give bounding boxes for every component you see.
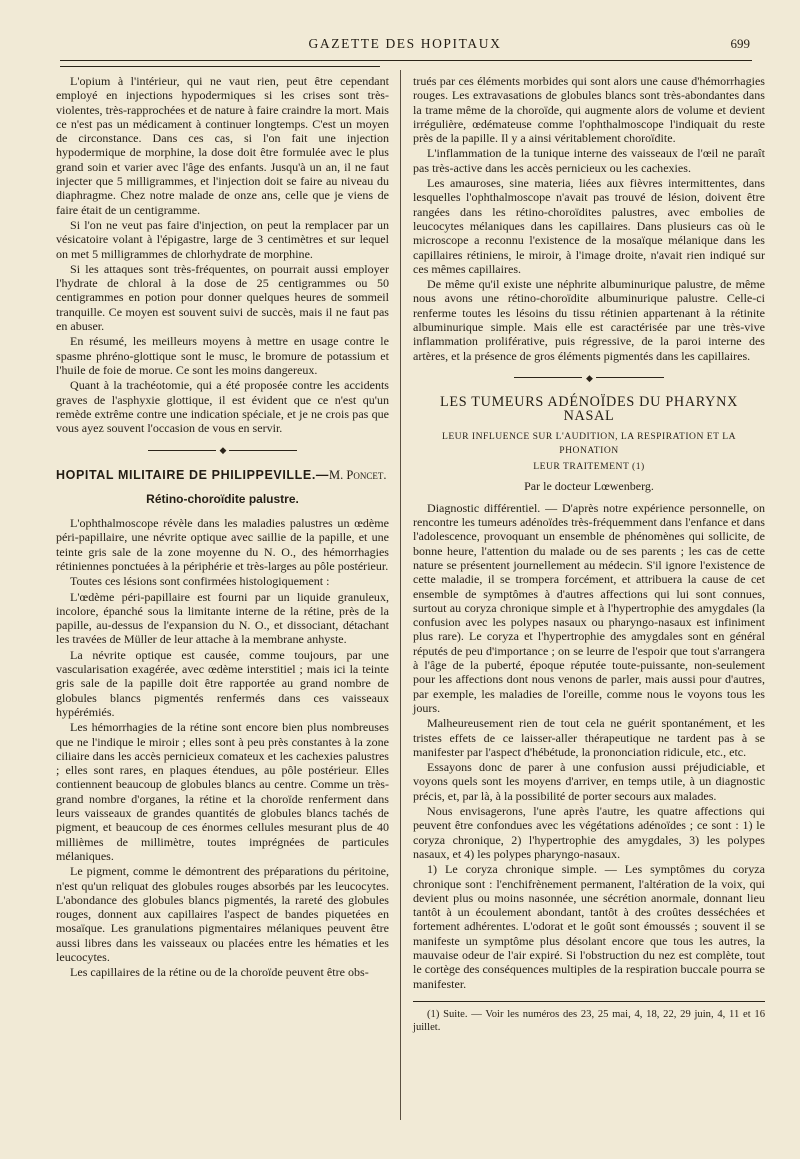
footnote-rule bbox=[413, 1001, 765, 1002]
article-subtitle: LEUR INFLUENCE SUR L'AUDITION, LA RESPIRATION ET LA PHONATION bbox=[441, 430, 737, 456]
paragraph: En résumé, les meilleurs moyens à mettre en usage contre le spasme phréno-glottique sont le musc, le bromure de potassium et l'huile de foie de morue. Ce sont les moins dangereux. bbox=[56, 334, 389, 377]
page-header bbox=[60, 36, 750, 56]
paragraph: Si l'on ne veut pas faire d'injection, on peut la remplacer par un vésicatoire volant à l'épigastre, large de 3 centimètres et sur lequel on met 5 milligrammes de chlorhydrate de morphine. bbox=[56, 217, 389, 261]
footnote: (1) Suite. — Voir les numéros des 23, 25 mai, 4, 18, 22, 29 juin, 4, 11 et 16 juillet. bbox=[413, 1008, 765, 1034]
paragraph: trués par ces éléments morbides qui sont alors une cause d'hémorrhagies rouges. Les extravasations de globules blancs sont très-abondantes dans la trame même de la choroïde, qui augmente alors de volume et devient irrégulière, œdémateuse comme l'ophthalmoscope l'indiquait du reste près de la papille. Il y a ainsi véritablement choroïdite. bbox=[413, 74, 765, 146]
paragraph: Les hémorrhagies de la rétine sont encore bien plus nombreuses que ne l'indique le miroir ; elles sont à peu près constantes à la zone ciliaire dans les accès pernicieux comateux et les cachexies palustres ; elles sont rares, en plaques étendues, au pôle postérieur. Elles contiennent beaucoup de globules blancs au centre. Comme un très-grand nombre d'organes, la rétine et la choroïde renferment dans leurs vaisseaux de grandes quantités de globules blancs tachés de pigment, et beaucoup de ces énormes cellules mesurant plus de 40 millièmes de millimètre, toutes imprégnées de particules mélaniques. bbox=[56, 720, 389, 863]
paragraph: Les amauroses, sine materia, liées aux fièvres intermittentes, dans lesquelles l'ophthalmoscope n'avait pas trouvé de lésion, doivent être rangées dans les rétino-choroïdites palustres, avec embolies de leucocytes mélaniques dans les capillaires. Dans plusieurs cas où le microscope a reconnu l'existence de la mosaïque mélanique dans les capillaires rétiniens, le miroir, à l'image droite, n'avait rien indiqué sur ces mêmes capillaires. bbox=[413, 176, 765, 276]
section-separator: ◆ bbox=[56, 442, 389, 457]
paragraph: De même qu'il existe une néphrite albuminurique palustre, de même nous avons une rétino-choroïdite albuminurique palustre. Celle-ci renferme toutes les lésoins du tissu rétinien appartenant à la rétinite albuminurique simple. Mais elle est caractérisée par une très-vive inflammation proliférative, puis régressive, de la paroi interne des artères, et la présence de gros éléments pigmentés dans les capillaires. bbox=[413, 277, 765, 363]
page-number: 699 bbox=[730, 36, 750, 51]
section-separator: ◆ bbox=[413, 370, 765, 385]
paragraph: Quant à la trachéotomie, qui a été proposée contre les accidents graves de l'asphyxie glottique, il est évident que ce n'est qu'un remède extrême contre une indication spéciale, et je ne crois pas que vous ayez souvent l'occasion de vous en servir. bbox=[56, 378, 389, 436]
paragraph: Malheureusement rien de tout cela ne guérit spontanément, et les tristes effets de ce laisser-aller thérapeutique ne tardent pas à se manifester par l'aspect d'hébétude, la prononciation ridicule, etc., etc. bbox=[413, 716, 765, 759]
paragraph: Les capillaires de la rétine ou de la choroïde peuvent être obs- bbox=[70, 965, 369, 980]
article-title: LES TUMEURS ADÉNOÏDES DU PHARYNX NASAL bbox=[439, 394, 739, 425]
article-byline: Par le docteur Lœwenberg. bbox=[524, 478, 654, 493]
paragraph: Nous envisagerons, l'une après l'autre, les quatre affections qui peuvent être confondues avec les végétations adénoïdes ; ce sont : 1) le coryza chronique, 2) l'hypertrophie des amygdales, 3) les polypes nasaux, et 4) les polypes pharyngo-nasaux. bbox=[413, 804, 765, 861]
article-heading bbox=[56, 468, 389, 482]
paragraph: Le pigment, comme le démontrent des préparations du péritoine, n'est qu'un reliquat des globules rouges absorbés par les leucocytes. L'abondance des globules blancs pigmentés, la rareté des globules rouges, donnent aux capillaires l'aspect de bandes piquetées en mosaïque. Les granulations pigmentaires mélaniques peuvent être aussi libres dans les vaisseaux ou placées entre les hématies et les leucocytes. bbox=[56, 864, 389, 964]
article-subtitle-2: LEUR TRAITEMENT (1) bbox=[533, 461, 645, 473]
paragraph: Essayons donc de parer à une confusion aussi préjudiciable, et voyons quels sont les moyens d'arriver, en temps utile, à un diagnostic précis, et, par là, à la possibilité de porter secours aux malades. bbox=[413, 760, 765, 803]
paragraph: L'œdème péri-papillaire est fourni par un liquide granuleux, incolore, épanché sous la limitante interne de la rétine, près de la papille, au-dessus de l'expansion du N. O., et dissociant, détachant les travées de Müller de leur attache à la membrane anhyste. bbox=[56, 589, 389, 647]
right-column bbox=[413, 74, 765, 1036]
paragraph: L'opium à l'intérieur, qui ne vaut rien, peut être cependant employé en injections hypodermiques si les crises sont très-violentes, très-rapprochées et de nature à faire craindre la mort. Mais ce n'est pas un médicament à continuer longtemps. C'est un moyen de circonstance. Dans ces cas, si l'on fait une injection hypodermique de morphine, la dose doit être formulée avec le plus grand soin et varier avec l'âge des enfants. Jusqu'à un an, il ne faut injecter que 5 milligrammes, et l'injection doit se faire au niveau du diaphragme. Chez notre malade de onze ans, celle que je viens de faire était de un centigramme. bbox=[56, 74, 389, 217]
paragraph: Si les attaques sont très-fréquentes, on pourrait aussi employer l'hydrate de chloral à la dose de 25 centigrammes ou 50 centigrammes en potion pour donner quelques heures de sommeil tranquille. Ce moyen est souvent suivi de succès, mais il ne faut pas en abuser. bbox=[56, 261, 389, 334]
heading-author: M. Poncet. bbox=[329, 467, 387, 482]
header-rule bbox=[60, 60, 752, 61]
paragraph: 1) Le coryza chronique simple. — Les symptômes du coryza chronique sont : l'enchifrènement permanent, l'altération de la voix, qui devient plus ou moins nasonnée, une sécrétion anormale, donnant lieu tantôt à un écoulement abondant, tantôt à des croûtes desséchées et fortement adhérentes. L'odorat et le goût sont émoussés ; souvent il se manifeste un symptôme plus désolant encore que tous les autres, la mauvaise odeur de l'air expiré. Si l'obstruction du nez est complète, tout le cortège des conséquences multiples de la respiration buccale pourra se manifester. bbox=[413, 862, 765, 991]
article-subheading: Rétino-choroïdite palustre. bbox=[146, 491, 299, 506]
paragraph: Diagnostic différentiel. — D'après notre expérience personnelle, on rencontre les tumeurs adénoïdes très-fréquemment dans l'enfance et dans l'adolescence, provoquant un ensemble de phénomènes qui sollicite, de bonne heure, l'attention du malade ou de ses parents ; les cas de cette nature se présentent journellement au médecin. S'il ignore l'existence de cette maladie, il se trompera forcément, et attribuera la cause de cet ensemble de symptômes à d'autres affections qui lui sont connues, surtout au coryza chronique simple et à l'hypertrophie des amygdales (la confusion avec les polypes nasaux ou pharyngo-nasaux est infiniment plus rare). Le coryza et l'hypertrophie des amygdales sont en général réputés de peu d'importance ; on se leurre de l'espoir que tout s'arrangera à l'âge de la puberté, époque réputée toute-puissante, non-seulement pour les affections dont nous venons de parler, mais aussi pour d'autres, par exemple, les maladies de l'oreille, comme nous le voyons tous les jours. bbox=[413, 500, 765, 715]
paragraph: L'inflammation de la tunique interne des vaisseaux de l'œil ne paraît pas très-active dans les accès pernicieux ou les cachexies. bbox=[413, 146, 765, 175]
paragraph: La névrite optique est causée, comme toujours, par une vascularisation exagérée, avec œdème interstitiel ; mais ici la teinte gris sale de la papille doit être rapportée au grand nombre de globules blancs pigmentés renfermés dans ces vaisseaux hypérémiés. bbox=[56, 647, 389, 719]
paragraph: L'ophthalmoscope révèle dans les maladies palustres un œdème péri-papillaire, une névrite optique avec saillie de la papille, et une teinte gris sale de la zone moyenne du N. O., des hémorrhagies rétiniennes ponctuées à la périphérie et très-larges au pôle postérieur. bbox=[56, 516, 389, 573]
left-column bbox=[56, 74, 389, 981]
hospital-heading: HOPITAL MILITAIRE DE PHILIPPEVILLE.— bbox=[56, 467, 330, 482]
header-rule-secondary bbox=[60, 66, 380, 67]
running-title: GAZETTE DES HOPITAUX bbox=[308, 36, 502, 51]
column-divider bbox=[400, 70, 401, 1120]
paragraph: Toutes ces lésions sont confirmées histologiquement : bbox=[70, 574, 330, 589]
